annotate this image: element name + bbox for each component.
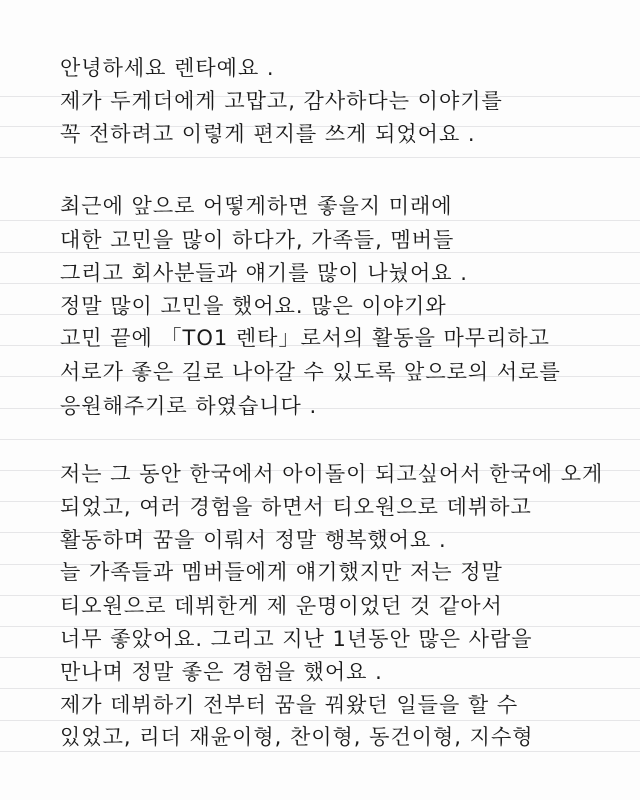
letter-line: 서로가 좋은 길로 나아갈 수 있도록 앞으로의 서로를 <box>60 360 561 384</box>
letter-line: 너무 좋았어요. 그리고 지난 1년동안 많은 사람을 <box>60 627 533 651</box>
ruled-line <box>0 157 640 158</box>
letter-line: 제가 두게더에게 고맙고, 감사하다는 이야기를 <box>60 89 503 113</box>
ruled-line <box>0 439 640 440</box>
letter-line: 정말 많이 고민을 했어요. 많은 이야기와 <box>60 294 447 318</box>
letter-line: 최근에 앞으로 어떻게하면 좋을지 미래에 <box>60 194 453 218</box>
ruled-line <box>0 220 640 221</box>
letter-line: 활동하며 꿈을 이뤄서 정말 행복했어요 . <box>60 528 447 552</box>
letter-line: 안녕하세요 렌타예요 . <box>60 56 275 80</box>
letter-line: 응원해주기로 하였습니다 . <box>60 394 318 418</box>
letter-line: 그리고 회사분들과 얘기를 많이 나눴어요 . <box>60 261 468 285</box>
letter-line: 대한 고민을 많이 하다가, 가족들, 멤버들 <box>60 228 455 252</box>
ruled-line <box>0 751 640 752</box>
letter-line: 있었고, 리더 재윤이형, 찬이형, 동건이형, 지수형 <box>60 725 534 749</box>
letter-line: 저는 그 동안 한국에서 아이돌이 되고싶어서 한국에 오게 <box>60 462 604 486</box>
letter-line: 만나며 정말 좋은 경험을 했어요 . <box>60 660 383 684</box>
letter-line: 늘 가족들과 멤버들에게 얘기했지만 저는 정말 <box>60 560 503 584</box>
letter-line: 꼭 전하려고 이렇게 편지를 쓰게 되었어요 . <box>60 122 476 146</box>
letter-line: 고민 끝에 「TO1 렌타」로서의 활동을 마무리하고 <box>60 326 550 350</box>
letter-line: 되었고, 여러 경험을 하면서 티오원으로 데뷔하고 <box>60 495 532 519</box>
letter-line: 제가 데뷔하기 전부터 꿈을 꿔왔던 일들을 할 수 <box>60 693 519 717</box>
letter-line: 티오원으로 데뷔한게 제 운명이었던 것 같아서 <box>60 594 503 618</box>
